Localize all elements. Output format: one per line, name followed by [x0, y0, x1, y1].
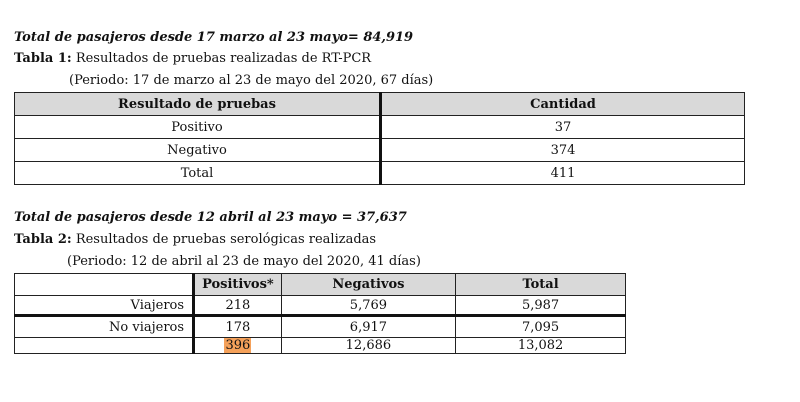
table1-title-text: Resultados de pruebas realizadas de RT-PCR: [75, 51, 372, 66]
row-value: 411: [381, 162, 745, 185]
table-row-total: [15, 338, 626, 354]
table2: [14, 273, 626, 354]
row-value: 37: [381, 116, 745, 139]
row-label: Viajeros: [15, 296, 194, 316]
table-header-row: [15, 274, 626, 296]
column-header-result: Resultado de pruebas: [15, 93, 381, 116]
cell-total: 5,987: [456, 296, 626, 316]
table-row: [15, 296, 626, 316]
section2-heading: Total de pasajeros desde 12 abril al 23 mayo = 37,637: [14, 210, 407, 225]
table-row: [15, 162, 745, 185]
cell-positives-total: [194, 338, 282, 354]
cell-positives: 218: [194, 296, 282, 316]
column-header-quantity: Cantidad: [381, 93, 745, 116]
cell-total: 7,095: [456, 316, 626, 338]
row-label: [15, 338, 194, 354]
table-header-row: [15, 93, 745, 116]
table2-period: (Periodo: 12 de abril al 23 de mayo del 2020, 41 días): [67, 254, 421, 269]
row-value: 374: [381, 139, 745, 162]
table-row: [15, 116, 745, 139]
cell-positives: 178: [194, 316, 282, 338]
table2-title: [14, 232, 376, 247]
column-header-empty: [15, 274, 194, 296]
table-row: [15, 316, 626, 338]
table2-label: Tabla 2:: [14, 232, 72, 247]
cell-negatives: 6,917: [281, 316, 455, 338]
table1-title: [14, 51, 371, 66]
section1-heading: Total de pasajeros desde 17 marzo al 23 mayo= 84,919: [14, 30, 414, 45]
table-row: [15, 139, 745, 162]
column-header-total: Total: [456, 274, 626, 296]
column-header-negatives: Negativos: [281, 274, 455, 296]
table1-label: Tabla 1:: [14, 51, 72, 66]
table2-title-text: Resultados de pruebas serológicas realizadas: [75, 232, 377, 247]
table1: [14, 92, 745, 185]
row-label: No viajeros: [15, 316, 194, 338]
row-label: Total: [15, 162, 381, 185]
highlighted-value: 396: [225, 338, 251, 353]
row-label: Negativo: [15, 139, 381, 162]
cell-negatives: 5,769: [281, 296, 455, 316]
cell-negatives: 12,686: [281, 338, 455, 354]
row-label: Positivo: [15, 116, 381, 139]
cell-total: 13,082: [456, 338, 626, 354]
column-header-positives: Positivos*: [194, 274, 282, 296]
table1-period: (Periodo: 17 de marzo al 23 de mayo del 2020, 67 días): [69, 73, 434, 88]
